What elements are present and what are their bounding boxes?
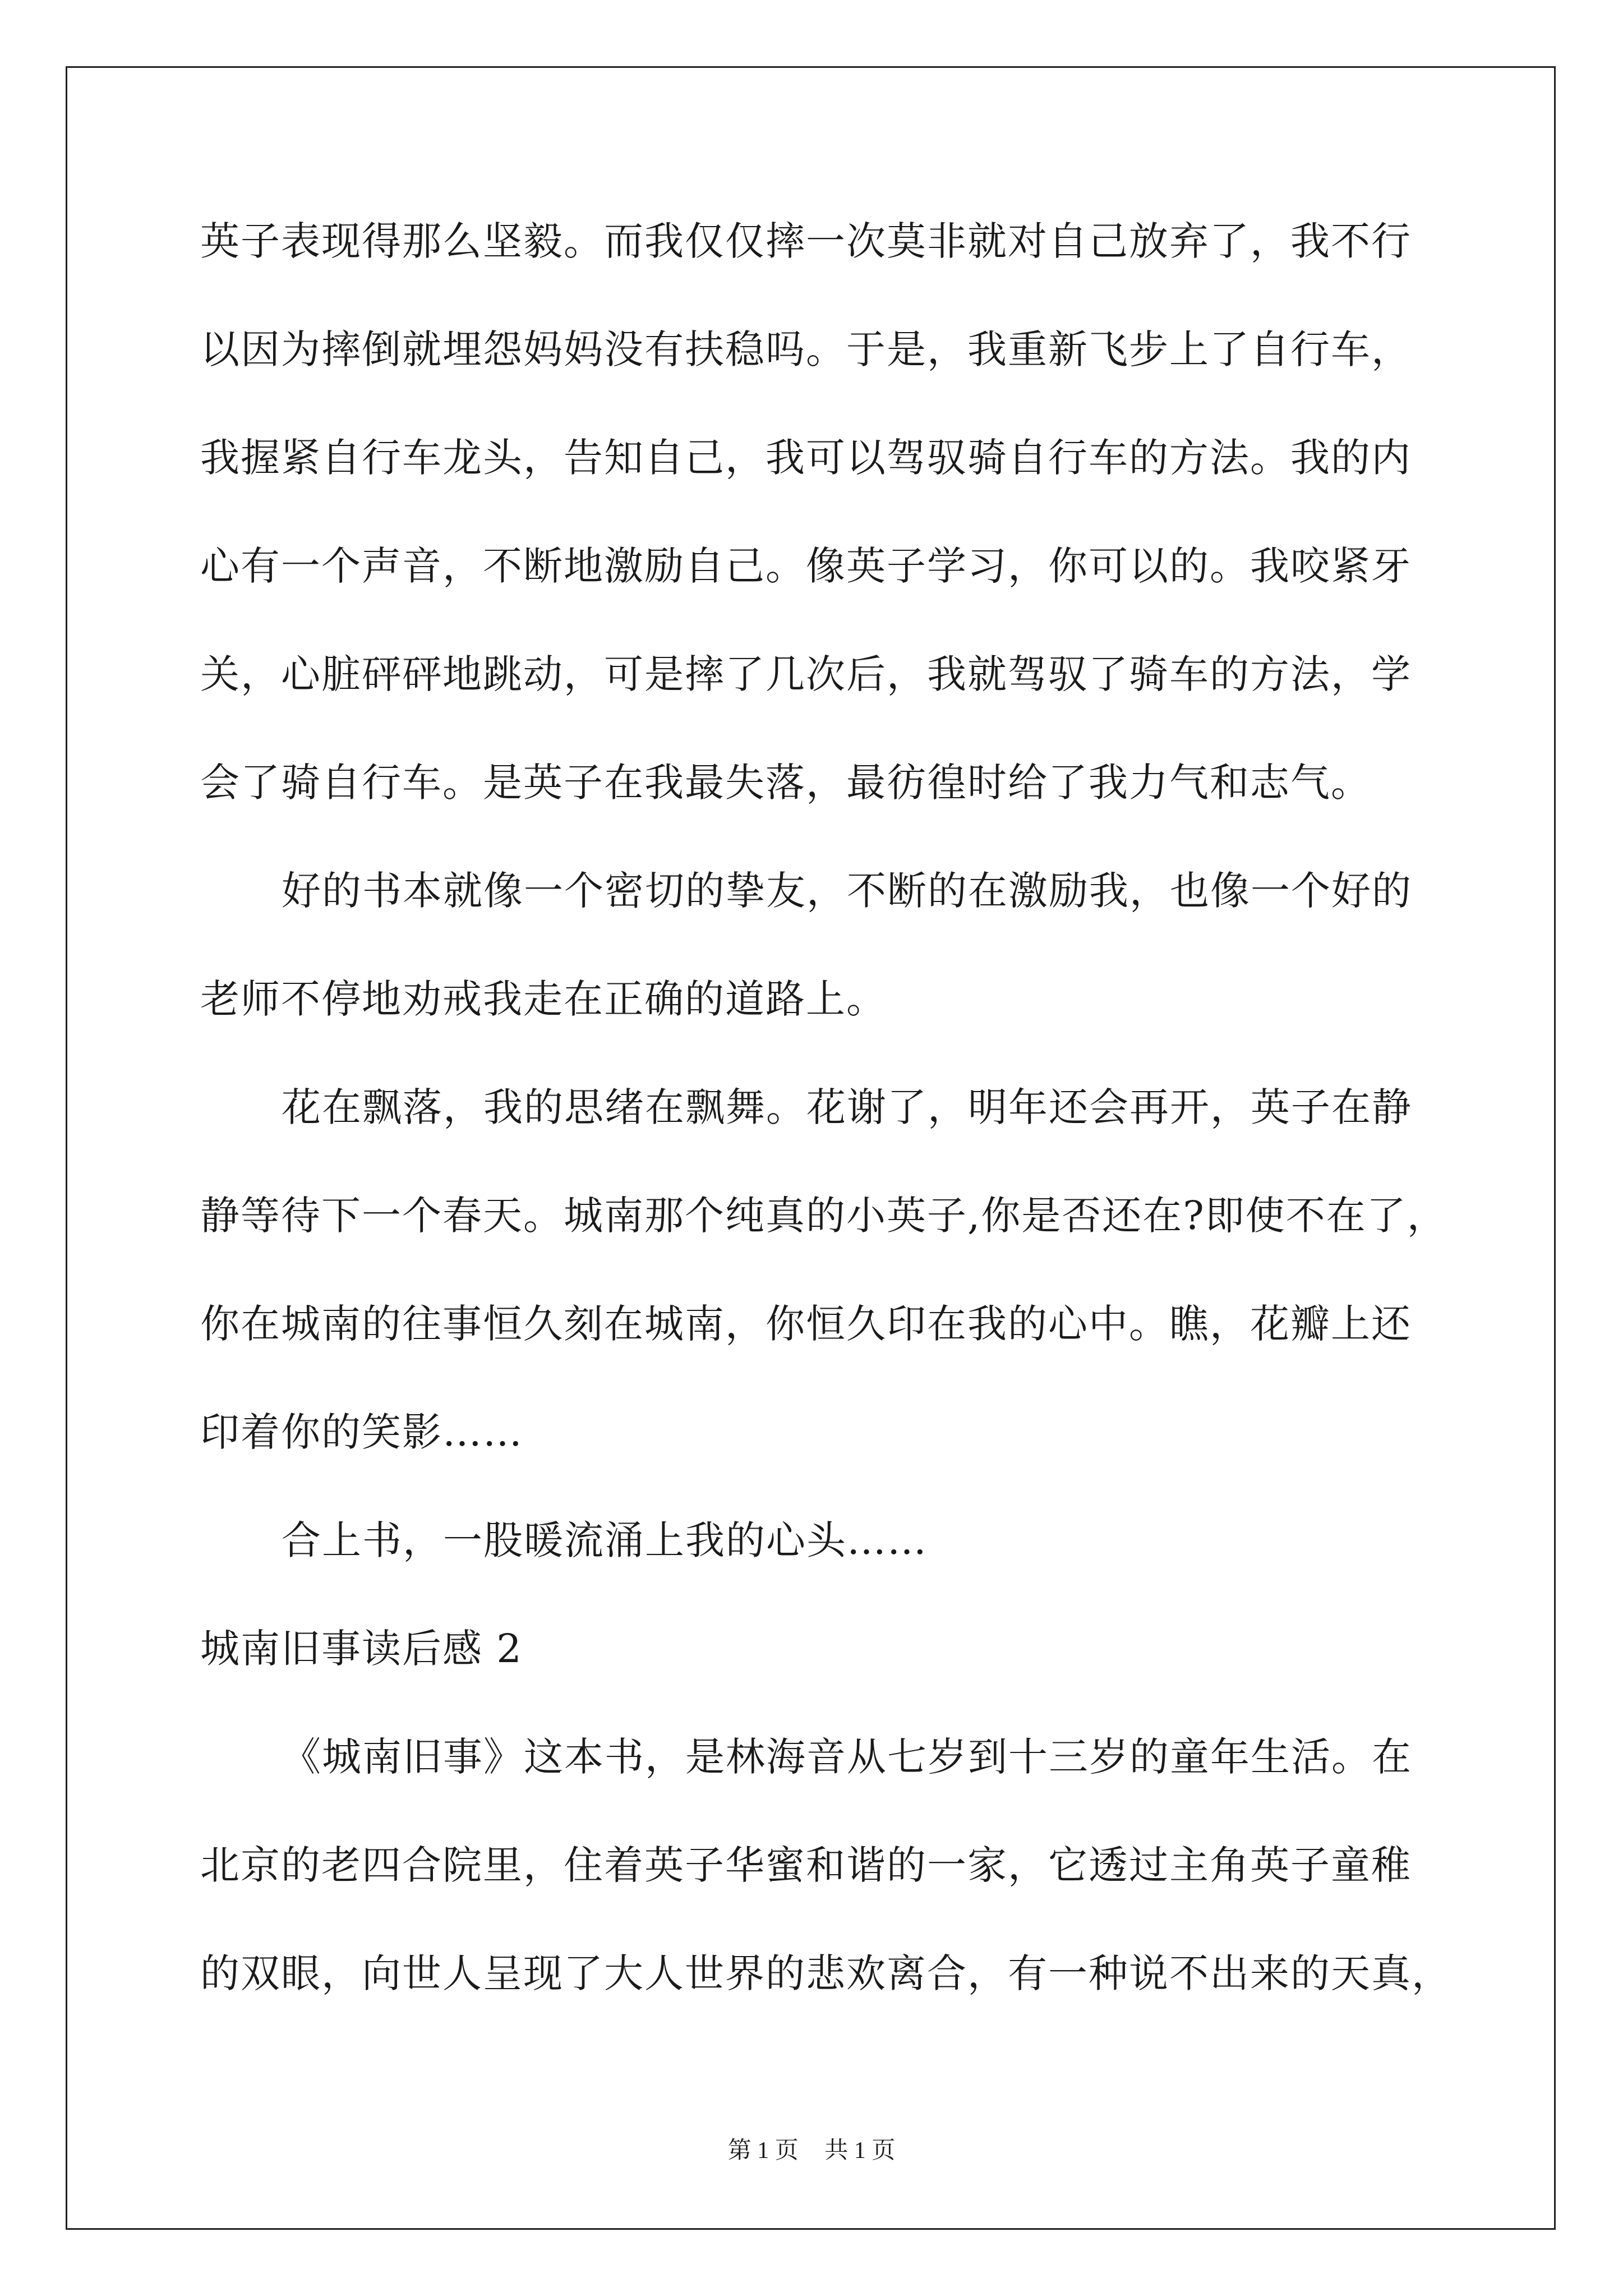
- document-body: [200, 208, 1452, 2048]
- text-line: 关，心脏砰砰地跳动，可是摔了几次后，我就驾驭了骑车的方法，学: [200, 651, 1412, 697]
- text-line: 北京的老四合院里，住着英子华蜜和谐的一家，它透过主角英子童稚: [200, 1842, 1412, 1888]
- text-line: 我握紧自行车龙头，告知自己，我可以驾驭骑自行车的方法。我的内: [200, 435, 1412, 481]
- text-line: 以因为摔倒就埋怨妈妈没有扶稳吗。于是，我重新飞步上了自行车，: [200, 326, 1412, 372]
- paragraph-start-line: 合上书，一股暖流涌上我的心头……: [282, 1517, 928, 1563]
- text-line: 心有一个声音，不断地激励自己。像英子学习，你可以的。我咬紧牙: [200, 543, 1412, 589]
- section-heading: 城南旧事读后感 2: [200, 1626, 523, 1672]
- text-line: 印着你的笑影……: [200, 1409, 523, 1455]
- text-line: 的双眼，向世人呈现了大人世界的悲欢离合，有一种说不出来的天真，: [200, 1950, 1452, 1996]
- text-line: 会了骑自行车。是英子在我最失落，最彷徨时给了我力气和志气。: [200, 760, 1371, 806]
- text-line: 英子表现得那么坚毅。而我仅仅摔一次莫非就对自己放弃了，我不行: [200, 218, 1412, 264]
- text-line: 你在城南的往事恒久刻在城南，你恒久印在我的心中。瞧，花瓣上还: [200, 1301, 1412, 1347]
- page-number: 第 1 页: [727, 2138, 799, 2164]
- paragraph-start-line: 好的书本就像一个密切的挚友，不断的在激励我，也像一个好的: [282, 868, 1412, 914]
- paragraph-start-line: 《城南旧事》这本书，是林海音从七岁到十三岁的童年生活。在: [282, 1734, 1412, 1780]
- text-line: 静等待下一个春天。城南那个纯真的小英子,你是否还在?即使不在了，: [200, 1193, 1447, 1239]
- page-footer: [0, 2132, 1623, 2165]
- paragraph-start-line: 花在飘落，我的思绪在飘舞。花谢了，明年还会再开，英子在静: [282, 1084, 1412, 1130]
- page-total: 共 1 页: [824, 2138, 896, 2164]
- text-line: 老师不停地劝戒我走在正确的道路上。: [200, 976, 887, 1022]
